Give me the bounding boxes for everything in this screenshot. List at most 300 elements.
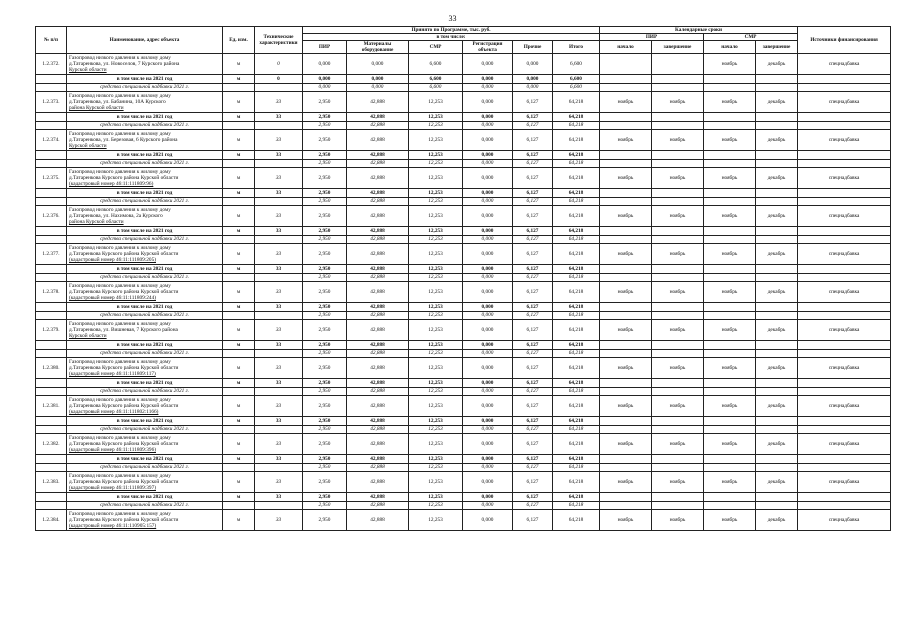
source-label: средства специальной надбавки 2021 г. xyxy=(67,350,223,358)
year-empty xyxy=(600,455,652,464)
source-value: 0,000 xyxy=(513,84,553,92)
row-num: 1.2.373. xyxy=(36,92,67,113)
object-row xyxy=(36,168,891,189)
year-value: 6,127 xyxy=(513,189,553,198)
col-tech: Технические характеристики xyxy=(255,27,303,54)
year-value: 2,950 xyxy=(303,455,347,464)
object-name xyxy=(67,92,223,113)
col-pir: ПИР xyxy=(303,41,347,54)
source-value: 2,950 xyxy=(303,198,347,206)
financing-source: спецнадбавка xyxy=(798,244,891,265)
source-value: 64,218 xyxy=(553,312,600,320)
tech: 33 xyxy=(255,434,303,455)
year-value: 12,253 xyxy=(409,417,463,426)
source-value: 2,950 xyxy=(303,274,347,282)
smr-end: декабрь xyxy=(756,244,798,265)
col-calendar: Календарные сроки xyxy=(600,27,798,34)
row-num: 1.2.372. xyxy=(36,54,67,75)
object-name-line: (кадастровый номер 46:11:111809:96) xyxy=(69,181,154,188)
source-empty xyxy=(223,502,255,510)
source-spacer xyxy=(36,236,67,244)
value-pir: 2,950 xyxy=(303,92,347,113)
source-value: 64,218 xyxy=(553,122,600,130)
object-name-line: Газопровод низкого давления к жилому дому xyxy=(69,396,171,403)
value-reg: 0,000 xyxy=(463,130,513,151)
source-spacer xyxy=(36,274,67,282)
smr-end: декабрь xyxy=(756,358,798,379)
object-name-line: д.Татаренкова Курского района Курской области xyxy=(69,516,179,523)
year-empty xyxy=(798,455,891,464)
year-empty xyxy=(652,75,704,84)
pir-end: ноябрь xyxy=(652,244,704,265)
value-reg: 0,000 xyxy=(463,54,513,75)
value-total: 64,218 xyxy=(553,92,600,113)
year-value: 12,253 xyxy=(409,379,463,388)
pir-start: ноябрь xyxy=(600,320,652,341)
source-empty xyxy=(652,274,704,282)
source-label: средства специальной надбавки 2021 г. xyxy=(67,236,223,244)
col-smr-start: начало xyxy=(704,41,756,54)
object-name-line: д.Татаренкова, ул. Вишневая, 7 Курского района xyxy=(69,326,178,333)
source-label: средства специальной надбавки 2021 г. xyxy=(67,274,223,282)
source-value: 42,888 xyxy=(347,312,409,320)
source-empty xyxy=(652,350,704,358)
value-reg: 0,000 xyxy=(463,472,513,493)
value-total: 64,218 xyxy=(553,282,600,303)
source-empty xyxy=(756,198,798,206)
source-empty xyxy=(756,350,798,358)
year-value: 2,950 xyxy=(303,265,347,274)
source-spacer xyxy=(36,464,67,472)
year-value: 6,127 xyxy=(513,493,553,502)
year-tech: 33 xyxy=(255,113,303,122)
source-value: 12,253 xyxy=(409,388,463,396)
source-label: средства специальной надбавки 2021 г. xyxy=(67,312,223,320)
source-empty xyxy=(798,160,891,168)
smr-end: декабрь xyxy=(756,92,798,113)
year-row xyxy=(36,227,891,236)
source-empty xyxy=(255,84,303,92)
object-row xyxy=(36,358,891,379)
financing-source: спецнадбавка xyxy=(798,168,891,189)
year-label: в том числе на 2021 год xyxy=(67,379,223,388)
source-empty xyxy=(798,236,891,244)
year-label: в том числе на 2021 год xyxy=(67,493,223,502)
object-row xyxy=(36,92,891,113)
source-value: 42,888 xyxy=(347,502,409,510)
source-empty xyxy=(652,122,704,130)
program-table xyxy=(35,26,891,531)
year-value: 0,000 xyxy=(463,303,513,312)
object-name-line: района Курской области xyxy=(69,105,124,112)
year-empty xyxy=(704,493,756,502)
year-unit: м xyxy=(223,493,255,502)
source-empty xyxy=(704,198,756,206)
year-empty xyxy=(756,379,798,388)
source-label: средства специальной надбавки 2021 г. xyxy=(67,160,223,168)
year-value: 0,000 xyxy=(463,493,513,502)
object-name-line: д.Татаренкова Курского района Курской области xyxy=(69,288,179,295)
year-empty xyxy=(798,303,891,312)
pir-start: ноябрь xyxy=(600,206,652,227)
value-mat: 42,888 xyxy=(347,320,409,341)
year-empty xyxy=(756,303,798,312)
year-empty xyxy=(798,75,891,84)
tech: 33 xyxy=(255,168,303,189)
source-value: 2,950 xyxy=(303,388,347,396)
year-value: 6,127 xyxy=(513,379,553,388)
value-pir: 2,950 xyxy=(303,434,347,455)
year-value: 2,950 xyxy=(303,493,347,502)
tech: 0 xyxy=(255,54,303,75)
source-value: 2,950 xyxy=(303,350,347,358)
value-total: 64,218 xyxy=(553,510,600,531)
source-row xyxy=(36,122,891,130)
source-empty xyxy=(756,464,798,472)
year-value: 12,253 xyxy=(409,265,463,274)
tech: 33 xyxy=(255,282,303,303)
object-name-line: д.Татаренкова Курского района Курской области xyxy=(69,478,179,485)
year-value: 2,950 xyxy=(303,151,347,160)
value-reg: 0,000 xyxy=(463,168,513,189)
value-total: 64,218 xyxy=(553,472,600,493)
source-row xyxy=(36,350,891,358)
smr-start: ноябрь xyxy=(704,244,756,265)
year-value: 64,218 xyxy=(553,189,600,198)
pir-start: ноябрь xyxy=(600,472,652,493)
unit: м xyxy=(223,510,255,531)
value-smr: 12,253 xyxy=(409,434,463,455)
value-reg: 0,000 xyxy=(463,206,513,227)
year-value: 12,253 xyxy=(409,189,463,198)
smr-end: декабрь xyxy=(756,282,798,303)
tech: 33 xyxy=(255,92,303,113)
value-smr: 12,253 xyxy=(409,472,463,493)
source-value: 64,218 xyxy=(553,426,600,434)
financing-source: спецнадбавка xyxy=(798,434,891,455)
object-row xyxy=(36,396,891,417)
source-value: 12,253 xyxy=(409,122,463,130)
year-empty xyxy=(756,75,798,84)
year-value: 6,127 xyxy=(513,227,553,236)
value-reg: 0,000 xyxy=(463,434,513,455)
smr-end: декабрь xyxy=(756,54,798,75)
source-empty xyxy=(255,502,303,510)
source-row xyxy=(36,426,891,434)
year-tech: 33 xyxy=(255,303,303,312)
year-empty xyxy=(798,379,891,388)
source-spacer xyxy=(36,350,67,358)
smr-start: ноябрь xyxy=(704,206,756,227)
object-name-line: д.Татаренкова Курского района Курской области xyxy=(69,364,179,371)
year-empty xyxy=(798,151,891,160)
col-name: Наименование, адрес объекта xyxy=(67,27,223,54)
year-empty xyxy=(756,455,798,464)
smr-start: ноябрь xyxy=(704,510,756,531)
year-empty xyxy=(704,189,756,198)
source-empty xyxy=(756,236,798,244)
row-num: 1.2.384. xyxy=(36,510,67,531)
source-empty xyxy=(255,122,303,130)
source-value: 0,000 xyxy=(463,502,513,510)
year-value: 6,127 xyxy=(513,341,553,350)
source-empty xyxy=(652,160,704,168)
row-num: 1.2.382. xyxy=(36,434,67,455)
source-empty xyxy=(798,84,891,92)
value-pir: 2,950 xyxy=(303,130,347,151)
page-number: 33 xyxy=(448,14,457,23)
object-name-line: района Курской области xyxy=(69,219,124,226)
year-unit: м xyxy=(223,341,255,350)
object-name-line: Газопровод низкого давления к жилому дому xyxy=(69,320,171,327)
year-tech: 33 xyxy=(255,455,303,464)
value-other: 6,127 xyxy=(513,434,553,455)
source-row xyxy=(36,464,891,472)
year-empty xyxy=(756,227,798,236)
value-other: 6,127 xyxy=(513,130,553,151)
col-accepted: Принято по Программе, тыс. руб. xyxy=(303,27,600,34)
source-value: 42,888 xyxy=(347,122,409,130)
year-empty xyxy=(756,113,798,122)
year-empty xyxy=(798,493,891,502)
year-tech: 33 xyxy=(255,493,303,502)
year-unit: м xyxy=(223,75,255,84)
source-empty xyxy=(600,502,652,510)
source-value: 2,950 xyxy=(303,122,347,130)
source-row xyxy=(36,236,891,244)
year-empty xyxy=(652,189,704,198)
col-num: № п/п xyxy=(36,27,67,54)
source-value: 6,127 xyxy=(513,388,553,396)
year-value: 2,950 xyxy=(303,417,347,426)
year-value: 12,253 xyxy=(409,493,463,502)
value-total: 64,218 xyxy=(553,358,600,379)
year-empty xyxy=(600,75,652,84)
value-mat: 42,888 xyxy=(347,358,409,379)
source-value: 64,218 xyxy=(553,160,600,168)
value-other: 6,127 xyxy=(513,472,553,493)
unit: м xyxy=(223,54,255,75)
source-empty xyxy=(652,502,704,510)
source-value: 6,127 xyxy=(513,464,553,472)
value-smr: 12,253 xyxy=(409,358,463,379)
row-num: 1.2.380. xyxy=(36,358,67,379)
year-unit: м xyxy=(223,265,255,274)
smr-start: ноябрь xyxy=(704,320,756,341)
object-name-line: (кадастровый номер 46:11:111809:396) xyxy=(69,447,156,454)
year-value: 64,218 xyxy=(553,417,600,426)
year-empty xyxy=(652,417,704,426)
year-label: в том числе на 2021 год xyxy=(67,303,223,312)
year-value: 2,950 xyxy=(303,379,347,388)
value-mat: 0,000 xyxy=(347,54,409,75)
row-num: 1.2.379. xyxy=(36,320,67,341)
year-unit: м xyxy=(223,455,255,464)
year-row xyxy=(36,417,891,426)
value-total: 64,218 xyxy=(553,244,600,265)
source-empty xyxy=(704,388,756,396)
col-pir-end: завершение xyxy=(652,41,704,54)
year-value: 0,000 xyxy=(463,151,513,160)
object-name-line: (кадастровый номер 46:11:111809:205) xyxy=(69,257,156,264)
object-name-line: д.Татаренкова Курского района Курской области xyxy=(69,174,179,181)
year-value: 12,253 xyxy=(409,113,463,122)
row-num: 1.2.377. xyxy=(36,244,67,265)
year-value: 42,888 xyxy=(347,227,409,236)
year-unit: м xyxy=(223,303,255,312)
source-value: 6,127 xyxy=(513,122,553,130)
row-num: 1.2.378. xyxy=(36,282,67,303)
source-spacer xyxy=(36,502,67,510)
source-empty xyxy=(600,122,652,130)
value-pir: 2,950 xyxy=(303,320,347,341)
pir-start: ноябрь xyxy=(600,510,652,531)
source-value: 6,127 xyxy=(513,350,553,358)
source-value: 12,253 xyxy=(409,160,463,168)
source-label: средства специальной надбавки 2021 г. xyxy=(67,464,223,472)
year-empty xyxy=(704,227,756,236)
object-name-line: д.Татаренкова, ул. Бабанина, 10А Курского xyxy=(69,98,166,105)
year-unit: м xyxy=(223,379,255,388)
value-mat: 42,888 xyxy=(347,168,409,189)
year-row xyxy=(36,341,891,350)
object-name xyxy=(67,472,223,493)
year-value: 64,218 xyxy=(553,341,600,350)
unit: м xyxy=(223,168,255,189)
year-spacer xyxy=(36,265,67,274)
source-label: средства специальной надбавки 2021 г. xyxy=(67,426,223,434)
year-row xyxy=(36,113,891,122)
value-reg: 0,000 xyxy=(463,320,513,341)
source-empty xyxy=(223,350,255,358)
object-name-line: (кадастровый номер 46:11:110905:157) xyxy=(69,523,157,530)
smr-start: ноябрь xyxy=(704,54,756,75)
source-row xyxy=(36,84,891,92)
smr-end: декабрь xyxy=(756,206,798,227)
year-empty xyxy=(600,303,652,312)
pir-start: ноябрь xyxy=(600,92,652,113)
source-value: 6,127 xyxy=(513,312,553,320)
value-reg: 0,000 xyxy=(463,282,513,303)
source-empty xyxy=(600,198,652,206)
year-unit: м xyxy=(223,189,255,198)
value-mat: 42,888 xyxy=(347,434,409,455)
object-name-line: Газопровод низкого давления к жилому дому xyxy=(69,472,171,479)
source-value: 64,218 xyxy=(553,464,600,472)
smr-start: ноябрь xyxy=(704,130,756,151)
value-other: 6,127 xyxy=(513,92,553,113)
financing-source: спецнадбавка xyxy=(798,472,891,493)
value-reg: 0,000 xyxy=(463,244,513,265)
smr-start: ноябрь xyxy=(704,168,756,189)
smr-start: ноябрь xyxy=(704,92,756,113)
source-value: 2,950 xyxy=(303,426,347,434)
tech: 33 xyxy=(255,510,303,531)
year-tech: 33 xyxy=(255,417,303,426)
row-num: 1.2.375. xyxy=(36,168,67,189)
year-spacer xyxy=(36,303,67,312)
year-value: 0,000 xyxy=(463,75,513,84)
financing-source: спецнадбавка xyxy=(798,206,891,227)
financing-source: спецнадбавка xyxy=(798,396,891,417)
source-row xyxy=(36,502,891,510)
pir-start xyxy=(600,54,652,75)
value-pir: 2,950 xyxy=(303,244,347,265)
source-value: 6,127 xyxy=(513,198,553,206)
source-value: 12,253 xyxy=(409,426,463,434)
source-empty xyxy=(756,122,798,130)
tech: 33 xyxy=(255,244,303,265)
source-empty xyxy=(600,426,652,434)
year-empty xyxy=(704,303,756,312)
smr-start: ноябрь xyxy=(704,282,756,303)
unit: м xyxy=(223,206,255,227)
year-empty xyxy=(652,493,704,502)
value-total: 64,218 xyxy=(553,206,600,227)
year-empty xyxy=(600,227,652,236)
value-other: 6,127 xyxy=(513,282,553,303)
source-label: средства специальной надбавки 2021 г. xyxy=(67,502,223,510)
source-value: 6,127 xyxy=(513,502,553,510)
year-empty xyxy=(704,151,756,160)
year-value: 0,000 xyxy=(463,341,513,350)
source-spacer xyxy=(36,160,67,168)
year-value: 12,253 xyxy=(409,151,463,160)
value-smr: 12,253 xyxy=(409,206,463,227)
source-empty xyxy=(255,160,303,168)
source-empty xyxy=(223,312,255,320)
value-pir: 2,950 xyxy=(303,282,347,303)
object-name-line: (кадастровый номер 46:11:111809:117) xyxy=(69,371,156,378)
object-row xyxy=(36,472,891,493)
year-value: 42,888 xyxy=(347,417,409,426)
object-name xyxy=(67,130,223,151)
source-value: 64,218 xyxy=(553,274,600,282)
source-empty xyxy=(756,84,798,92)
source-empty xyxy=(652,236,704,244)
year-value: 64,218 xyxy=(553,227,600,236)
year-value: 42,888 xyxy=(347,189,409,198)
year-empty xyxy=(798,227,891,236)
tech: 33 xyxy=(255,130,303,151)
year-empty xyxy=(652,341,704,350)
row-num: 1.2.374. xyxy=(36,130,67,151)
source-empty xyxy=(223,84,255,92)
year-empty xyxy=(600,417,652,426)
source-value: 0,000 xyxy=(463,198,513,206)
year-empty xyxy=(652,379,704,388)
year-empty xyxy=(704,379,756,388)
tech: 33 xyxy=(255,396,303,417)
year-empty xyxy=(798,341,891,350)
object-row xyxy=(36,510,891,531)
pir-end: ноябрь xyxy=(652,168,704,189)
year-label: в том числе на 2021 год xyxy=(67,417,223,426)
object-name xyxy=(67,282,223,303)
year-row xyxy=(36,265,891,274)
value-mat: 42,888 xyxy=(347,92,409,113)
object-name-line: Курской области xyxy=(69,143,107,150)
value-reg: 0,000 xyxy=(463,396,513,417)
col-smr: СМР xyxy=(409,41,463,54)
pir-end xyxy=(652,54,704,75)
year-value: 0,000 xyxy=(347,75,409,84)
source-empty xyxy=(756,502,798,510)
source-value: 0,000 xyxy=(463,464,513,472)
source-empty xyxy=(798,312,891,320)
value-other: 6,127 xyxy=(513,168,553,189)
year-empty xyxy=(704,455,756,464)
